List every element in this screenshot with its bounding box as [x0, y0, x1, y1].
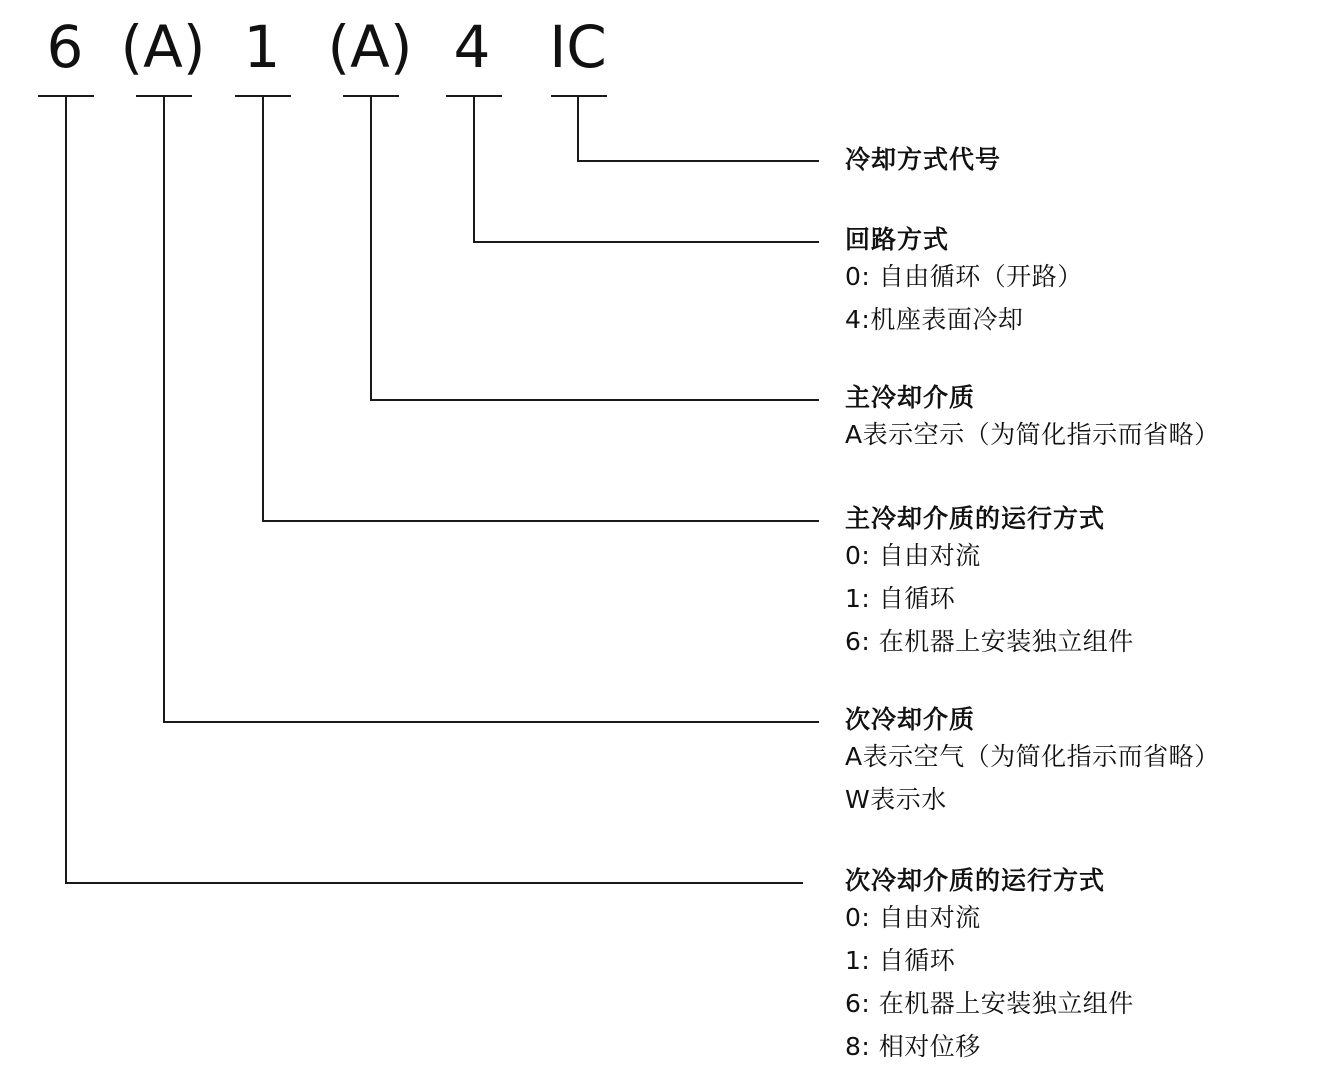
annotation-line: A表示空气（为简化指示而省略） — [845, 742, 1220, 772]
leader-hline-6 — [65, 882, 803, 884]
leader-vline-ic — [577, 95, 579, 161]
leader-hline-ic — [577, 160, 819, 162]
code-char-1: 1 — [243, 13, 281, 81]
annotation-heading: 冷却方式代号 — [845, 145, 1002, 174]
code-char-ic: IC — [549, 13, 607, 81]
leader-vline-a1 — [163, 95, 165, 723]
annotation-line: 1: 自循环 — [845, 584, 956, 614]
leader-vline-4 — [473, 95, 475, 243]
annotation-line: 0: 自由对流 — [845, 903, 981, 933]
annotation-cooling-method-code — [845, 144, 1001, 175]
leader-hline-a1 — [163, 721, 819, 723]
code-char-4: 4 — [453, 13, 491, 81]
code-char-a1: (A) — [120, 13, 206, 81]
annotation-secondary-coolant-movement — [845, 865, 1134, 1068]
annotation-line: 6: 在机器上安装独立组件 — [845, 627, 1134, 657]
annotation-line: 6: 在机器上安装独立组件 — [845, 989, 1134, 1019]
annotation-primary-coolant — [845, 382, 1220, 456]
annotation-secondary-coolant — [845, 704, 1220, 821]
code-char-a2: (A) — [327, 13, 413, 81]
annotation-heading: 次冷却介质的运行方式 — [845, 866, 1106, 895]
code-char-6: 6 — [46, 13, 84, 81]
annotation-heading: 主冷却介质 — [845, 383, 976, 412]
annotation-heading: 主冷却介质的运行方式 — [845, 504, 1106, 533]
leader-hline-4 — [473, 241, 819, 243]
leader-hline-1 — [262, 520, 819, 522]
annotation-heading: 次冷却介质 — [845, 705, 976, 734]
annotation-line: W表示水 — [845, 785, 947, 815]
annotation-heading: 回路方式 — [845, 225, 950, 254]
annotation-circuit-type — [845, 224, 1083, 341]
leader-vline-a2 — [370, 95, 372, 401]
annotation-line: A表示空示（为简化指示而省略） — [845, 420, 1220, 450]
annotation-primary-coolant-movement — [845, 503, 1134, 663]
tick-ic — [551, 95, 607, 97]
leader-vline-6 — [65, 95, 67, 884]
annotation-line: 0: 自由循环（开路） — [845, 262, 1083, 292]
leader-hline-a2 — [370, 399, 819, 401]
annotation-line: 1: 自循环 — [845, 946, 956, 976]
annotation-line: 8: 相对位移 — [845, 1032, 981, 1062]
annotation-line: 4:机座表面冷却 — [845, 305, 1024, 335]
annotation-line: 0: 自由对流 — [845, 541, 981, 571]
leader-vline-1 — [262, 95, 264, 522]
